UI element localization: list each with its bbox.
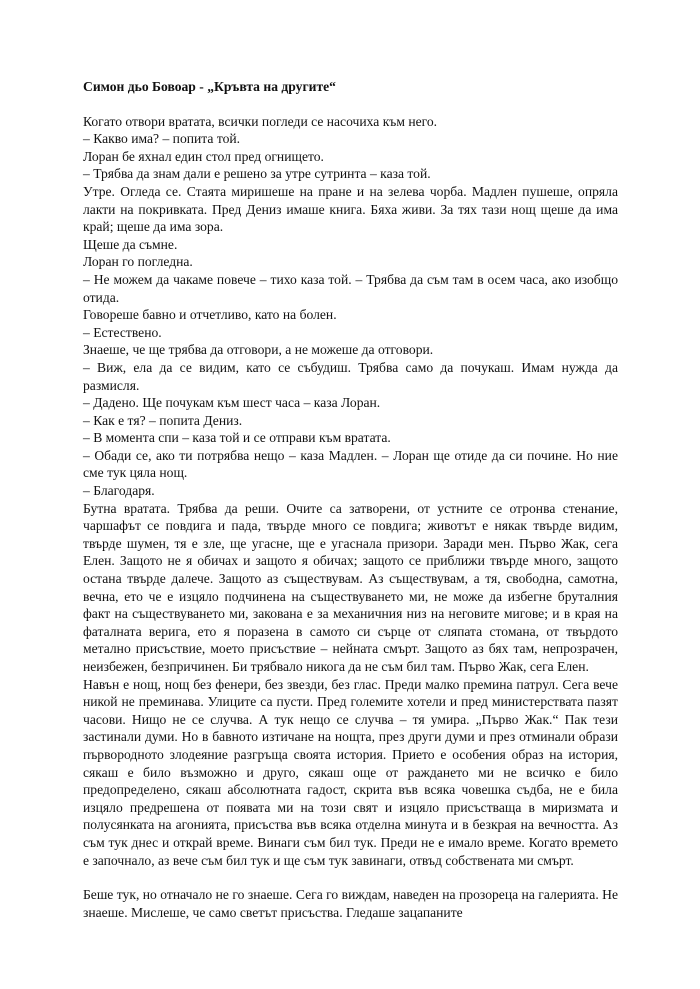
paragraph: – Какво има? – попита той. <box>83 131 241 147</box>
paragraph: – В момента спи – каза той и се отправи към вратата. <box>83 430 391 446</box>
document-body <box>83 113 618 922</box>
paragraph: – Дадено. Ще почукам към шест часа – каза Лоран. <box>83 395 381 411</box>
paragraph: Беше тук, но отначало не го знаеше. Сега го виждам, наведен на прозореца на галерията. Не знаеше. Мислеше, че само светът присъства. Гледаше зацапаните <box>83 887 618 920</box>
paragraph: Знаеше, че ще трябва да отговори, а не можеше да отговори. <box>83 342 434 358</box>
paragraph: – Как е тя? – попита Дениз. <box>83 412 243 428</box>
paragraph: Когато отвори вратата, всички погледи се насочиха към него. <box>83 113 438 129</box>
paragraph: Лоран бе яхнал един стол пред огнището. <box>83 148 324 164</box>
paragraph: – Трябва да знам дали е решено за утре сутринта – каза той. <box>83 166 431 182</box>
paragraph: Бутна вратата. Трябва да реши. Очите са затворени, от устните се отронва стенание, чаршафът се повдига и пада, твърде много се повдига; животът е някак твърде видим, твърде шумен, тя е зле, ще угасне, ще е угаснала призори. Заради мен. Първо Жак, сега Елен. Защото не я обичах и защото я обичах; защото се приближи твърде много, защото остана твърде далече. Защото аз съществувам. Аз съществувам, а тя, свободна, самотна, вечна, ето че е изцяло подчинена на съществуването ми, не може да избегне бруталния факт на съществуването ми, закована е за механичния низ на неговите мигове; и в края на фаталната верига, ето я поразена в самото си сърце от сляпата стомана, от твърдото метално присъствие, моето присъствие – нейната смърт. Защото аз бях там, непрозрачен, неизбежен, безпричинен. Би трябвало никога да не съм бил там. Първо Жак, сега Елен. <box>83 500 618 674</box>
paragraph: Утре. Огледа се. Стаята миришеше на пране и на зелева чорба. Мадлен пушеше, опряла лакти на покривката. Пред Дениз имаше книга. Бяха живи. За тях тази нощ щеше да има край; щеше да има зора. <box>83 183 618 235</box>
paragraph: Говореше бавно и отчетливо, като на болен. <box>83 307 337 323</box>
paragraph: Навън е нощ, нощ без фенери, без звезди, без глас. Преди малко премина патрул. Сега вече никой не преминава. Улиците са пусти. Пред големите хотели и пред министерствата пазят часови. Нищо не се случва. А тук нещо се случва – тя умира. „Първо Жак.“ Пак тези застинали думи. Но в бавното изтичане на нощта, през други думи и през отминали образи първородното злодеяние разгръща своята история. Прието е особения образ на история, сякаш е било възможно и друго, сякаш още от раждането ми не всичко е било предопределено, сякаш абсолютната гадост, скрита във всяка човешка съдба, не е била изцяло предрешена от появата ми на този свят и изцяло присъстваща в миризмата и полусянката на агонията, присъства във всяка отделна минута и в безкрая на вечността. Аз съм тук днес и открай време. Винаги съм бил тук. Преди не е имало време. Когато времето е започнало, аз вече съм бил тук и ще съм тук завинаги, отвъд собствената ми смърт. <box>83 676 618 868</box>
paragraph: – Естествено. <box>83 324 162 340</box>
paragraph: Лоран го погледна. <box>83 254 193 270</box>
paragraph: – Не можем да чакаме повече – тихо каза той. – Трябва да съм там в осем часа, ако изобщо отида. <box>83 271 618 305</box>
paragraph: – Обади се, ако ти потрябва нещо – каза Мадлен. – Лоран ще отиде да си почине. Но ние сме тук цяла нощ. <box>83 447 618 481</box>
paragraph: – Благодаря. <box>83 483 155 499</box>
paragraph: Щеше да съмне. <box>83 236 178 252</box>
document-title: Симон дьо Бовоар - „Кръвта на другите“ <box>83 79 336 94</box>
document-page <box>83 78 618 921</box>
paragraph: – Виж, ела да се видим, като се събудиш. Трябва само да почукаш. Имам нужда да размисля. <box>83 359 618 393</box>
